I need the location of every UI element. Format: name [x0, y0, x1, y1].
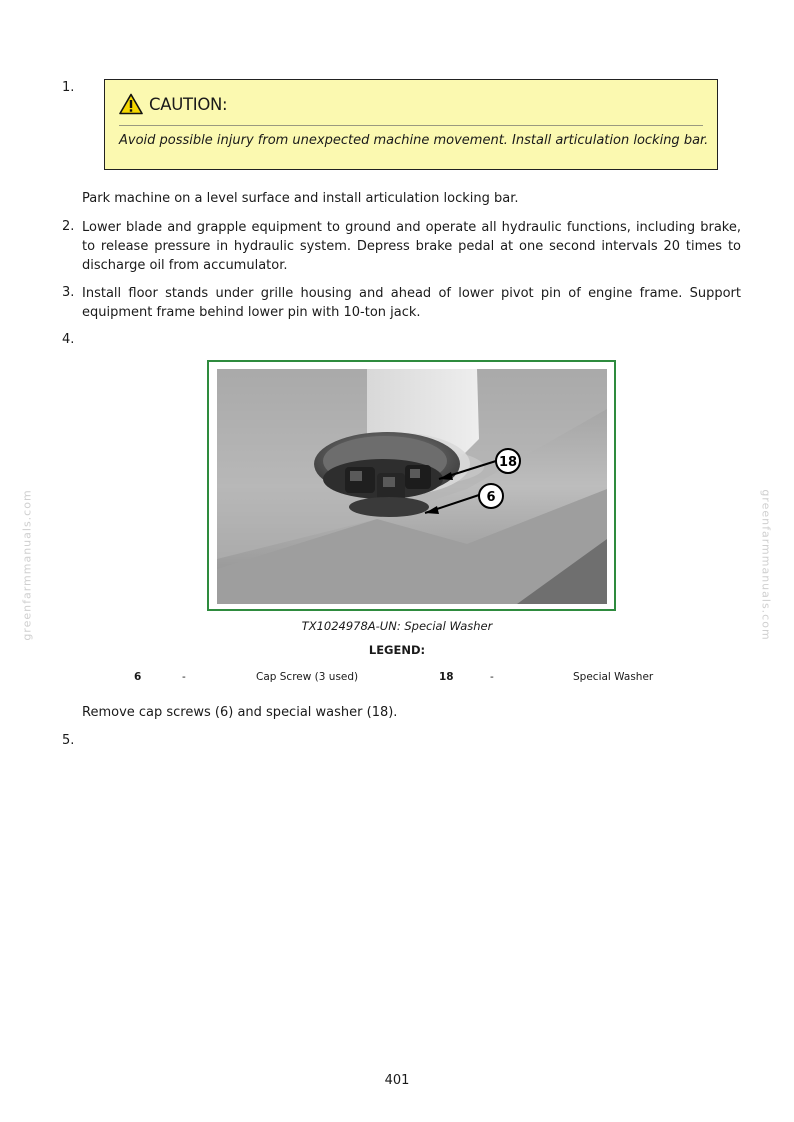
callout-18: [496, 449, 520, 473]
caution-header: [119, 93, 227, 115]
figure-frame: [207, 360, 616, 611]
callout-6: [479, 484, 503, 508]
caution-title: CAUTION:: [149, 94, 228, 114]
legend-item-label: Cap Screw (3 used): [256, 671, 359, 683]
step-2-text: Lower blade and grapple equipment to ground and operate all hydraulic functions, including brake, to release pressure in hydraulic system. Depress brake pedal at one second intervals 20 times to discharge oil from accumulator.: [82, 220, 741, 273]
svg-text:6: 6: [486, 490, 496, 505]
figure-caption: TX1024978A-UN: Special Washer: [301, 619, 493, 633]
svg-text:18: 18: [498, 455, 518, 470]
legend-item-dash: -: [182, 671, 186, 683]
step-3-number: 3.: [62, 285, 75, 300]
legend-item-number: 18: [439, 671, 454, 683]
step-5-number: 5.: [62, 733, 75, 748]
step-1-text: Park machine on a level surface and install articulation locking bar.: [82, 191, 519, 206]
watermark-left: greenfarmmanuals.com: [20, 489, 34, 641]
legend-item-number: 6: [134, 671, 142, 683]
caution-divider: [119, 125, 703, 126]
legend-title: LEGEND:: [368, 643, 426, 657]
step-4-number: 4.: [62, 332, 75, 347]
step-1-number: 1.: [62, 80, 75, 95]
step-2-number: 2.: [62, 219, 75, 234]
special-washer-photo: [217, 369, 607, 604]
step-3-text: Install floor stands under grille housing and ahead of lower pivot pin of engine frame. Support equipment frame behind lower pin with 10-ton jack.: [82, 286, 741, 320]
step-4-text: Remove cap screws (6) and special washer (18).: [82, 705, 398, 720]
caution-text: Avoid possible injury from unexpected machine movement. Install articulation locking bar.: [119, 133, 709, 148]
legend-item-dash: -: [490, 671, 494, 683]
legend-item-label: Special Washer: [573, 671, 654, 683]
caution-box: [104, 79, 718, 170]
warning-triangle-icon: [119, 93, 143, 115]
page-number: 401: [384, 1073, 410, 1088]
watermark-right: greenfarmmanuals.com: [759, 489, 773, 641]
